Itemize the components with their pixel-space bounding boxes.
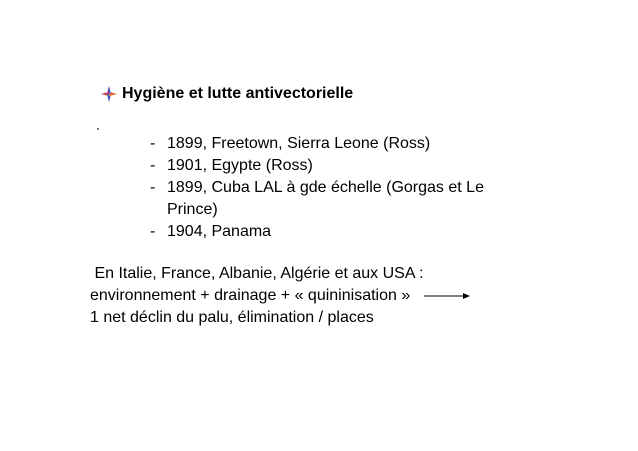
paragraph-line-2 — [90, 285, 590, 307]
heading-text: Hygiène et lutte antivectorielle — [122, 85, 354, 102]
colored-bullet-icon — [100, 85, 118, 103]
list-item-text: 1899, Cuba LAL à gde échelle (Gorgas et Le — [167, 179, 484, 196]
list-item-text: 1901, Egypte (Ross) — [167, 157, 313, 174]
list-dash: - — [150, 135, 156, 152]
event-list — [150, 133, 530, 243]
summary-paragraph — [90, 263, 590, 329]
list-item-text: 1899, Freetown, Sierra Leone (Ross) — [167, 135, 431, 152]
stray-dot — [97, 128, 99, 130]
section-heading — [100, 84, 353, 104]
list-item — [150, 133, 530, 155]
list-dash: - — [150, 223, 156, 240]
list-item — [150, 177, 530, 221]
paragraph-line-1 — [90, 263, 590, 285]
paragraph-line-1-text: En Italie, France, Albanie, Algérie et aux USA : — [90, 265, 424, 282]
list-dash: - — [150, 179, 156, 196]
list-item-text: 1904, Panama — [167, 223, 272, 240]
list-item — [150, 221, 530, 243]
paragraph-line-3 — [90, 307, 590, 329]
paragraph-line-3-text: 1 net déclin du palu, élimination / places — [90, 309, 374, 326]
right-arrow-icon — [424, 291, 470, 301]
list-item — [150, 155, 530, 177]
list-dash: - — [150, 157, 156, 174]
paragraph-line-2-text: environnement + drainage + « quininisation » — [90, 287, 411, 304]
list-item-continuation: Prince) — [167, 201, 218, 218]
